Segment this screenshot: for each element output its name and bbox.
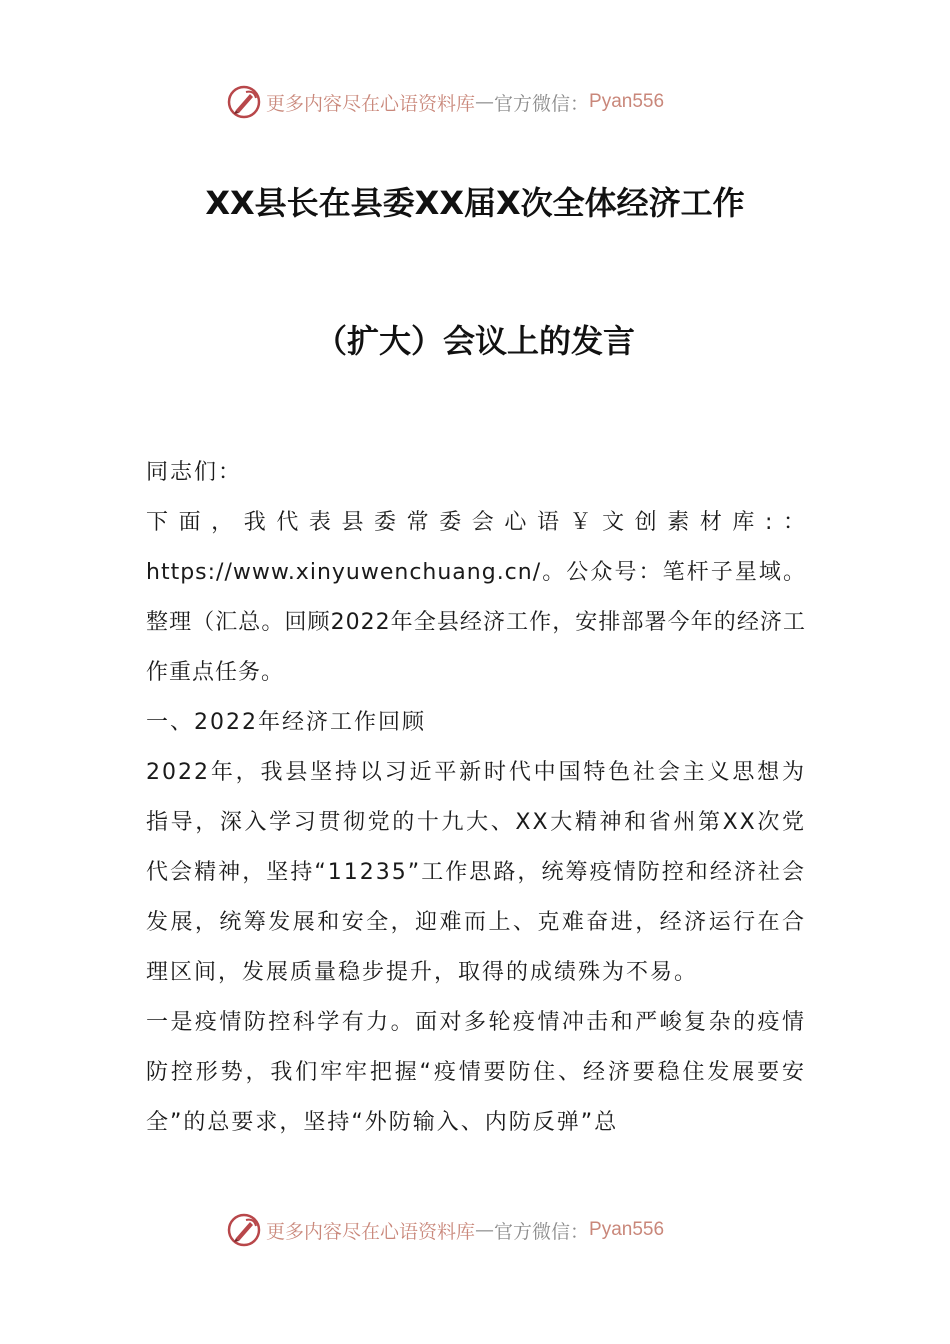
- watermark-banner-top: [226, 82, 664, 122]
- watermark-official-label: 官方微信：: [494, 92, 590, 115]
- watermark-brand: 更多内容尽在心语资料库: [266, 92, 476, 115]
- salutation: 同志们：: [146, 460, 243, 485]
- watermark-brand: 更多内容尽在心语资料库: [266, 1220, 476, 1243]
- watermark-dash: —: [475, 91, 495, 113]
- document-title-line-1: XX县长在县委XX届X次全体经济工作: [205, 184, 745, 222]
- section-heading: 一、2022年经济工作回顾: [146, 710, 426, 735]
- epidemic-paragraph: 一是疫情防控科学有力。面对多轮疫情冲击和严峻复杂的疫情防控形势，我们牢牢把握“疫情要防住、经济要稳住发展要安全”的总要求，坚持“外防输入、内防反弹”总: [146, 1010, 806, 1135]
- watermark-wechat-id: Pyan556: [589, 91, 665, 112]
- review-paragraph: 2022年，我县坚持以习近平新时代中国特色社会主义思想为指导，深入学习贯彻党的十九大、XX大精神和省州第XX次党代会精神，坚持“11235”工作思路，统筹疫情防控和经济社会发展，统筹发展和安全，迎难而上、克难奋进，经济运行在合理区间，发展质量稳步提升，取得的成绩殊为不易。: [146, 760, 806, 985]
- intro-paragraph: 下面，我代表县委常委会心语￥文创素材库:：https://www.xinyuwenchuang.cn/。公众号：笔杆子星域。整理（汇总。回顾2022年全县经济工作，安排部署今年的经济工作重点任务。: [146, 510, 806, 685]
- pen-logo-icon: [226, 84, 262, 120]
- watermark-wechat-id: Pyan556: [589, 1219, 665, 1240]
- watermark-banner-bottom: [226, 1210, 664, 1250]
- watermark-official-label: 官方微信：: [494, 1220, 590, 1243]
- pen-logo-icon: [226, 1212, 262, 1248]
- document-title-line-2: （扩大）会议上的发言: [314, 322, 635, 360]
- document-body: [146, 448, 806, 1148]
- watermark-dash: —: [475, 1219, 495, 1241]
